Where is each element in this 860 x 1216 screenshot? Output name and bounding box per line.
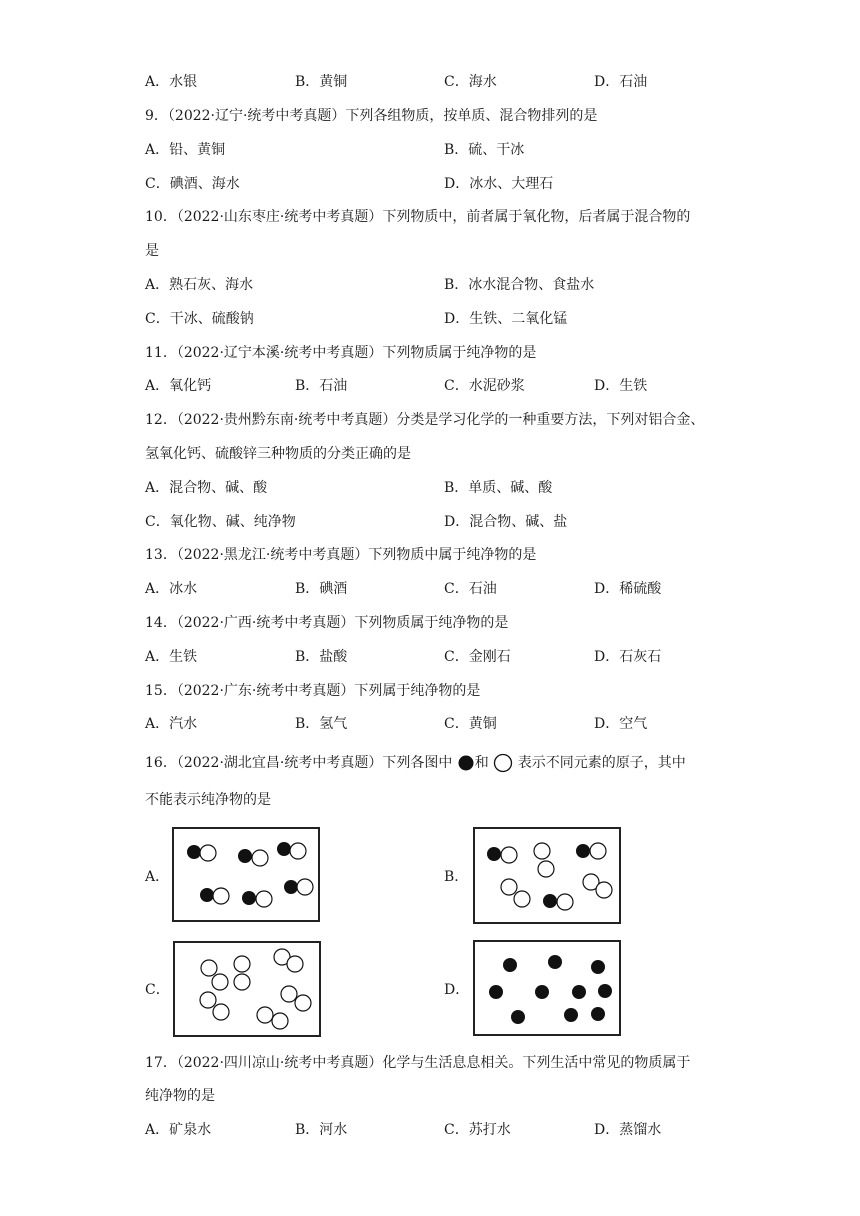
q12-option-b: B．单质、碱、酸	[444, 480, 553, 496]
q15-option-d: D．空气	[594, 716, 648, 732]
q9-option-d: D．冰水、大理石	[444, 176, 554, 192]
q16-diagram-a	[172, 827, 320, 922]
q8-option-b: B．黄铜	[295, 74, 348, 90]
q17-stem-cont: 纯净物的是	[145, 1088, 215, 1104]
q15-option-c: C．黄铜	[444, 716, 497, 732]
q16-option-a: A．	[145, 869, 170, 885]
q11-option-c: C．水泥砂浆	[444, 378, 525, 394]
q15-option-a: A．汽水	[145, 716, 198, 732]
q14-stem: 14．（2022·广西·统考中考真题）下列物质属于纯净物的是	[145, 615, 509, 631]
q17-stem: 17．（2022·四川凉山·统考中考真题）化学与生活息息相关。下列生活中常见的物质属于	[145, 1055, 691, 1071]
hollow-atom-icon	[493, 753, 513, 773]
q10-option-b: B．冰水混合物、食盐水	[444, 277, 595, 293]
q10-option-a: A．熟石灰、海水	[145, 277, 254, 293]
q16-option-d: D．	[444, 982, 470, 998]
q8-option-a: A．水银	[145, 74, 198, 90]
q12-option-a: A．混合物、碱、酸	[145, 480, 268, 496]
q17-option-b: B．河水	[295, 1122, 348, 1138]
q15-option-b: B．氢气	[295, 716, 348, 732]
q13-stem: 13．（2022·黑龙江·统考中考真题）下列物质中属于纯净物的是	[145, 547, 537, 563]
q17-option-d: D．蒸馏水	[594, 1122, 662, 1138]
q16-diagram-d	[473, 940, 621, 1036]
q12-stem: 12．（2022·贵州黔东南·统考中考真题）分类是学习化学的一种重要方法，下列对铝合金、	[145, 412, 705, 428]
q13-option-a: A．冰水	[145, 581, 198, 597]
q9-option-a: A．铅、黄铜	[145, 142, 226, 158]
q17-option-a: A．矿泉水	[145, 1122, 212, 1138]
q16-option-c: C．	[145, 982, 170, 998]
q15-stem: 15．（2022·广东·统考中考真题）下列属于纯净物的是	[145, 683, 481, 699]
q17-option-c: C．苏打水	[444, 1122, 511, 1138]
q8-option-d: D．石油	[594, 74, 648, 90]
q11-option-b: B．石油	[295, 378, 348, 394]
q10-option-d: D．生铁、二氧化锰	[444, 311, 568, 327]
q12-option-c: C．氧化物、碱、纯净物	[145, 514, 296, 530]
q13-option-d: D．稀硫酸	[594, 581, 662, 597]
filled-atom-icon	[457, 754, 475, 772]
q12-stem-cont: 氢氧化钙、硫酸锌三种物质的分类正确的是	[145, 446, 411, 462]
q16-stem	[145, 753, 686, 773]
q14-option-b: B．盐酸	[295, 649, 348, 665]
q9-option-c: C．碘酒、海水	[145, 176, 240, 192]
q9-stem: 9．（2022·辽宁·统考中考真题）下列各组物质，按单质、混合物排列的是	[145, 108, 598, 124]
q11-stem: 11．（2022·辽宁本溪·统考中考真题）下列物质属于纯净物的是	[145, 345, 537, 361]
q13-option-c: C．石油	[444, 581, 497, 597]
q10-stem: 10．（2022·山东枣庄·统考中考真题）下列物质中，前者属于氧化物，后者属于混合物的	[145, 209, 691, 225]
q16-diagram-b	[473, 827, 621, 924]
q9-option-b: B．硫、干冰	[444, 142, 525, 158]
q14-option-c: C．金刚石	[444, 649, 511, 665]
q10-option-c: C．干冰、硫酸钠	[145, 311, 254, 327]
q14-option-d: D．石灰石	[594, 649, 662, 665]
q16-stem-part1: 16．（2022·湖北宜昌·统考中考真题）下列各图中	[145, 755, 453, 771]
q16-stem-part2: 表示不同元素的原子，其中	[517, 755, 686, 771]
q8-option-c: C．海水	[444, 74, 497, 90]
q13-option-b: B．碘酒	[295, 581, 348, 597]
q12-option-d: D．混合物、碱、盐	[444, 514, 568, 530]
q16-diagram-c	[173, 941, 321, 1037]
q10-stem-cont: 是	[145, 243, 159, 259]
q16-stem-cont: 不能表示纯净物的是	[145, 792, 271, 808]
q14-option-a: A．生铁	[145, 649, 198, 665]
q16-option-b: B．	[444, 869, 469, 885]
q11-option-d: D．生铁	[594, 378, 648, 394]
q11-option-a: A．氧化钙	[145, 378, 212, 394]
q16-stem-and: 和	[474, 755, 489, 771]
